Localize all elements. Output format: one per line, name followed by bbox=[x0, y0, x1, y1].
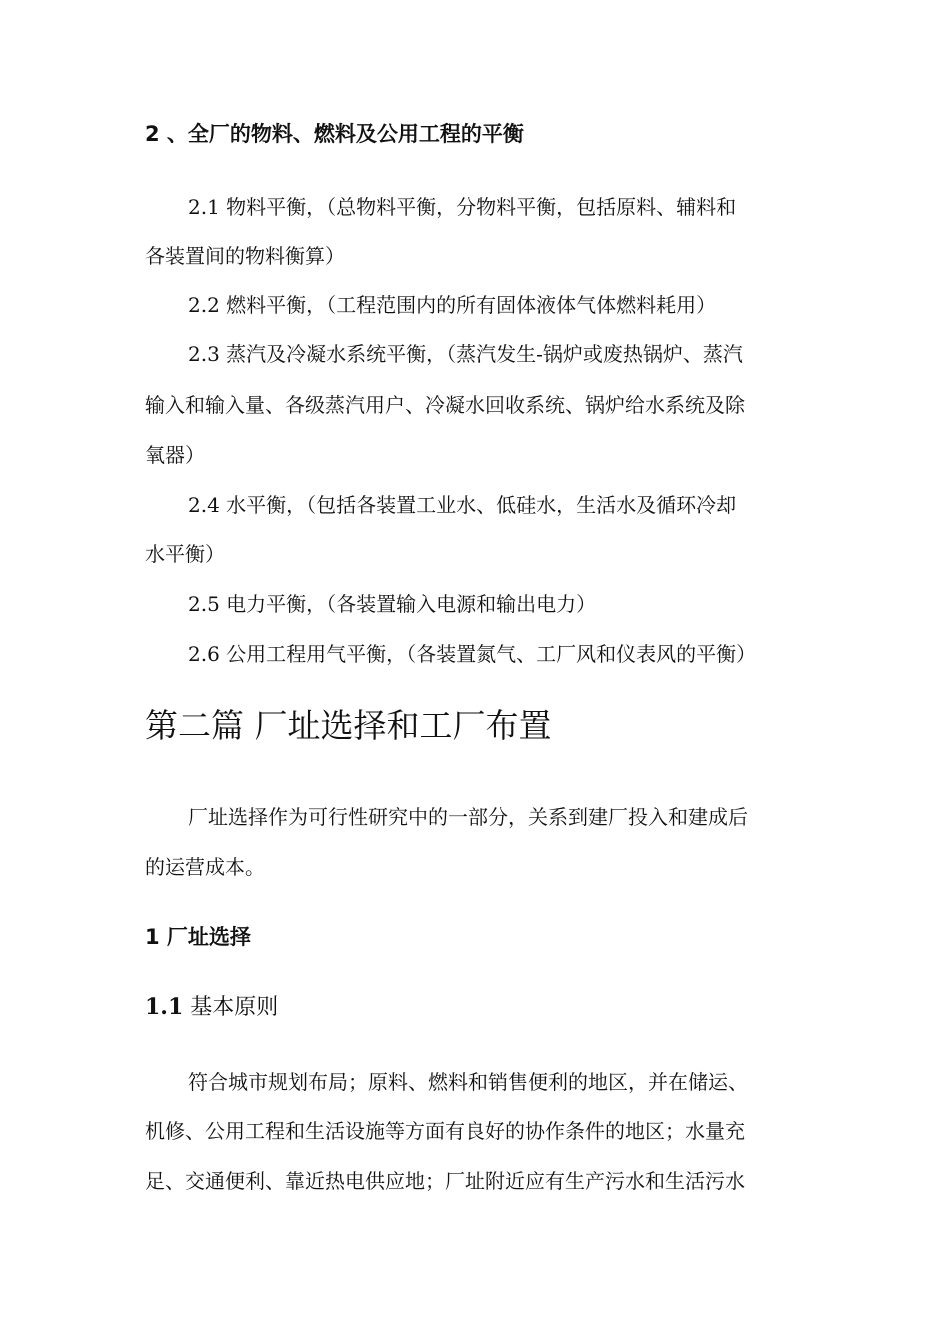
part-title: 第二篇 厂址选择和工厂布置 bbox=[145, 706, 552, 745]
part-intro-line-2: 的运营成本。 bbox=[145, 855, 265, 879]
item-2-6-line-1: 2.6 公用工程用气平衡，（各装置氮气、工厂风和仪表风的平衡） bbox=[188, 642, 757, 666]
item-2-2-line-1: 2.2 燃料平衡，（工程范围内的所有固体液体气体燃料耗用） bbox=[188, 293, 717, 317]
subsection-number: 1.1 bbox=[145, 994, 184, 1020]
item-2-3-line-3: 氧器） bbox=[145, 443, 205, 467]
section-heading-2: 2 、全厂的物料、燃料及公用工程的平衡 bbox=[145, 122, 524, 146]
item-2-1-line-1: 2.1 物料平衡，（总物料平衡，分物料平衡，包括原料、辅料和 bbox=[188, 195, 737, 219]
subsection-title: 基本原则 bbox=[183, 995, 279, 1020]
part-intro-line-1: 厂址选择作为可行性研究中的一部分，关系到建厂投入和建成后 bbox=[188, 805, 748, 829]
item-2-1-line-2: 各装置间的物料衡算） bbox=[145, 244, 345, 268]
item-2-4-line-1: 2.4 水平衡，（包括各装置工业水、低硅水，生活水及循环冷却 bbox=[188, 493, 737, 517]
item-2-3-line-2: 输入和输入量、各级蒸汽用户、冷凝水回收系统、锅炉给水系统及除 bbox=[145, 393, 745, 417]
principle-line-3: 足、交通便利、靠近热电供应地；厂址附近应有生产污水和生活污水 bbox=[145, 1169, 745, 1193]
item-2-4-line-2: 水平衡） bbox=[145, 542, 225, 566]
principle-line-2: 机修、公用工程和生活设施等方面有良好的协作条件的地区；水量充 bbox=[145, 1119, 745, 1143]
site-selection-heading: 1 厂址选择 bbox=[145, 925, 251, 949]
principle-line-1: 符合城市规划布局；原料、燃料和销售便利的地区，并在储运、 bbox=[188, 1070, 748, 1094]
item-2-3-line-1: 2.3 蒸汽及冷凝水系统平衡，（蒸汽发生-锅炉或废热锅炉、蒸汽 bbox=[188, 342, 743, 366]
subsection-heading-1-1 bbox=[145, 993, 278, 1022]
item-2-5-line-1: 2.5 电力平衡，（各装置输入电源和输出电力） bbox=[188, 592, 597, 616]
